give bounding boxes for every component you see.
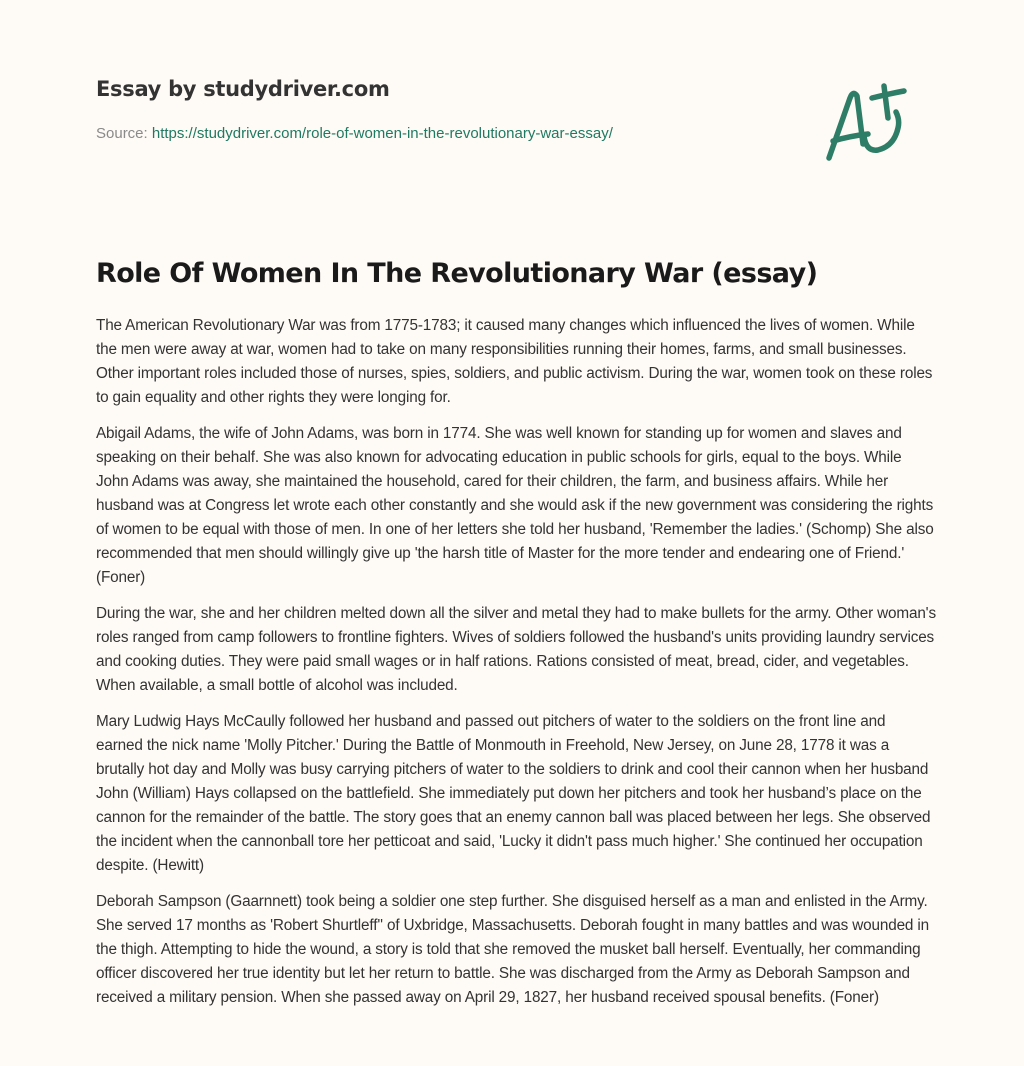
paragraph-3: During the war, she and her children melted down all the silver and metal they had to make bullets for the army. Other woman's roles ranged from camp followers to frontline fighters. Wives of soldiers followed the husband's units providing laundry services and cooking duties. They were paid small wages or in half rations. Rations consisted of meat, bread, cider, and vegetables. When available, a small bottle of alcohol was included. (96, 605, 936, 694)
paragraph-1: The American Revolutionary War was from 1775-1783; it caused many changes which influenced the lives of women. While the men were away at war, women had to take on many responsibilities running their homes, farms, and small businesses. Other important roles included those of nurses, spies, soldiers, and public activism. During the war, women took on these roles to gain equality and other rights they were longing for. (96, 317, 933, 406)
source-link[interactable]: https://studydriver.com/role-of-women-in-the-revolutionary-war-essay/ (151, 125, 613, 142)
a-plus-grade-icon (820, 66, 930, 166)
article-title: Role Of Women In The Revolutionary War (essay) (96, 258, 818, 289)
article-body (96, 314, 936, 1022)
paragraph-4: Mary Ludwig Hays McCaully followed her husband and passed out pitchers of water to the soldiers on the front line and earned the nick name 'Molly Pitcher.' During the Battle of Monmouth in Freehold, New Jersey, on June 28, 1778 it was a brutally hot day and Molly was busy carrying pitchers of water to the soldiers to drink and cool their cannon when her husband John (William) Hays collapsed on the battlefield. She immediately put down her pitchers and took her husband’s place on the cannon for the remainder of the battle. The story goes that an enemy cannon ball was placed between her legs. She observed the incident when the cannonball tore her petticoat and said, 'Lucky it didn't pass much higher.' She continued her occupation despite. (Hewitt) (96, 713, 931, 874)
source-label: Source: (96, 125, 148, 142)
source-line (96, 124, 816, 144)
paragraph-2: Abigail Adams, the wife of John Adams, was born in 1774. She was well known for standing up for women and slaves and speaking on their behalf. She was also known for advocating education in public schools for girls, equal to the boys. While John Adams was away, she maintained the household, cared for their children, the farm, and business affairs. While her husband was at Congress let wrote each other constantly and she would ask if the new government was considering the rights of women to be equal with those of men. In one of her letters she told her husband, 'Remember the ladies.' (Schomp) She also recommended that men should willingly give up 'the harsh title of Master for the more tender and endearing one of Friend.' (Foner) (96, 425, 934, 586)
brand-title: Essay by studydriver.com (96, 77, 390, 101)
paragraph-5: Deborah Sampson (Gaarnnett) took being a soldier one step further. She disguised herself as a man and enlisted in the Army. She served 17 months as 'Robert Shurtleff'' of Uxbridge, Massachusetts. Deborah fought in many battles and was wounded in the thigh. Attempting to hide the wound, a story is told that she removed the musket ball herself. Eventually, her commanding officer discovered her true identity but let her return to battle. She was discharged from the Army as Deborah Sampson and received a military pension. When she passed away on April 29, 1827, her husband received spousal benefits. (Foner) (96, 893, 929, 1006)
page-header (96, 74, 816, 144)
